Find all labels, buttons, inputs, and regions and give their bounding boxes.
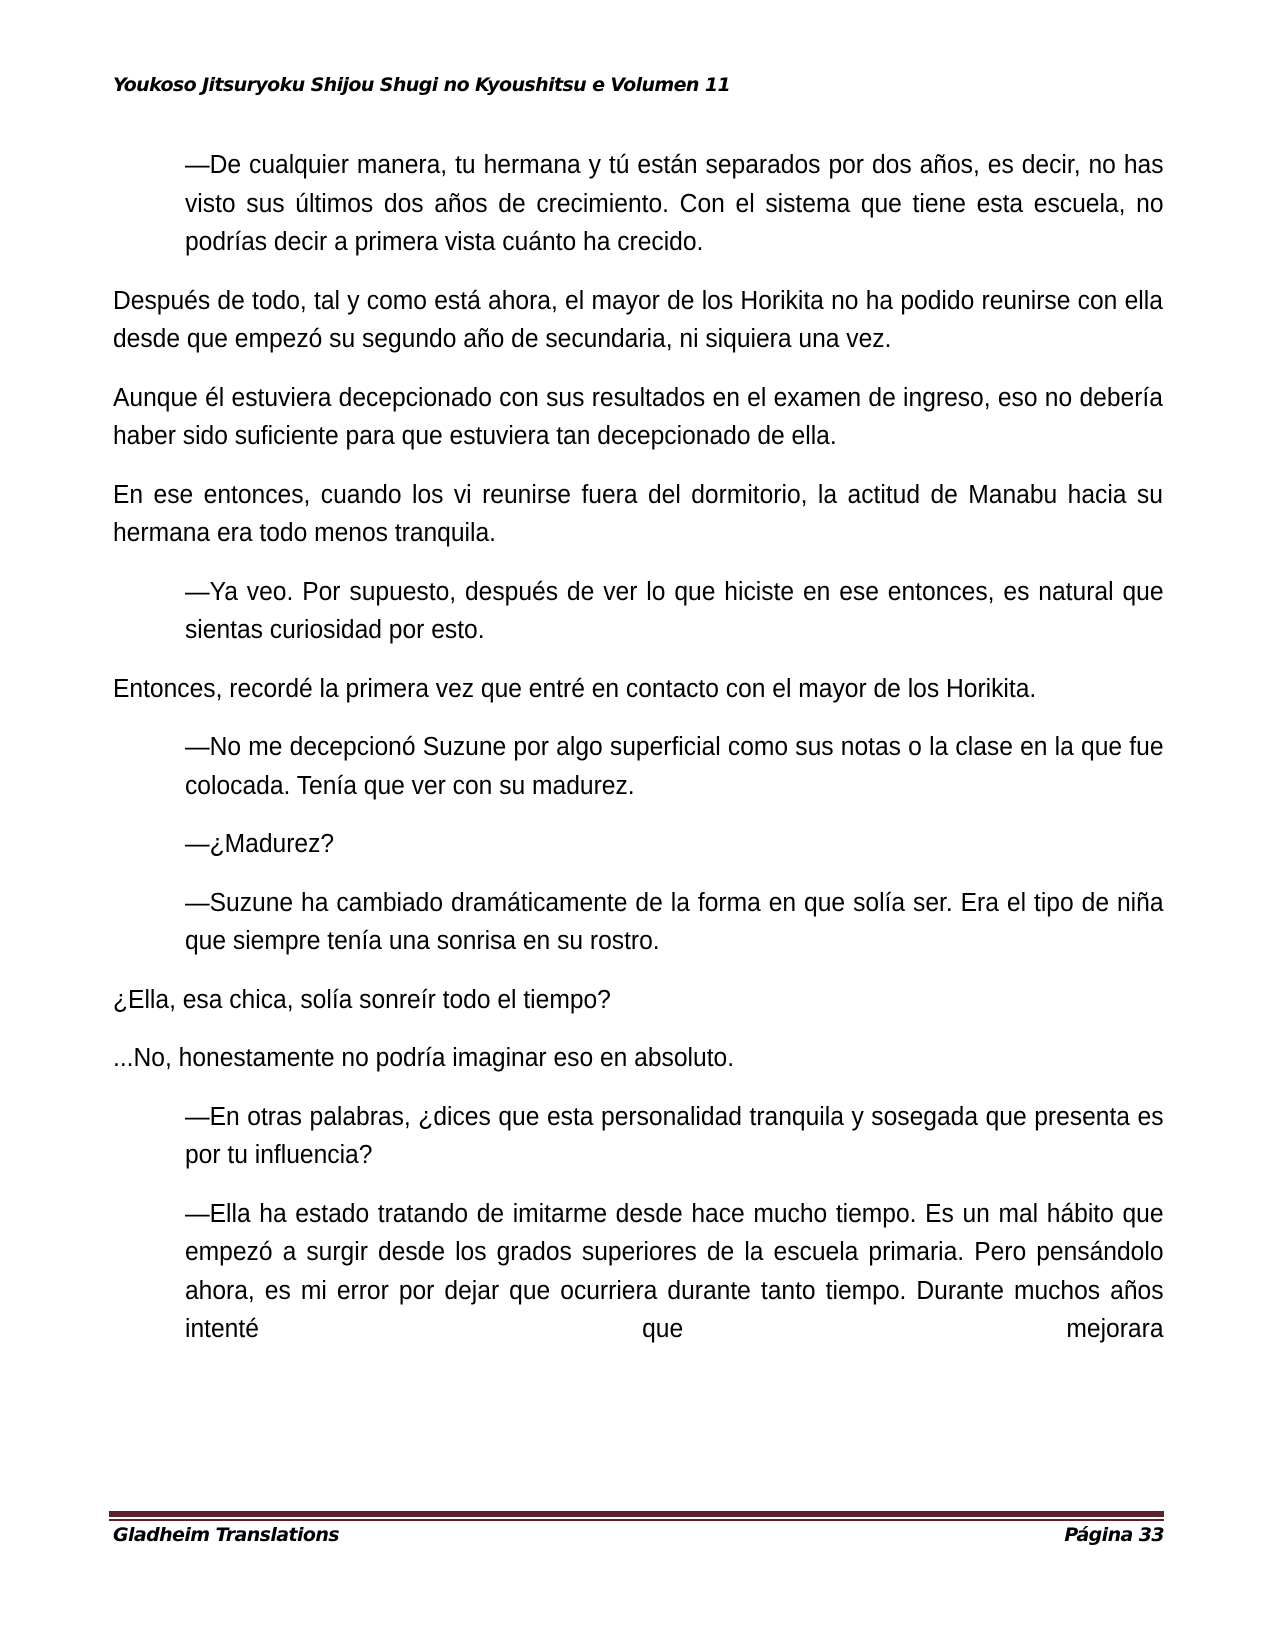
dialogue-paragraph: —No me decepcionó Suzune por algo superficial como sus notas o la clase en la que fue colocada. Tenía que ver con su madurez. — [185, 733, 1164, 800]
narration-paragraph: ...No, honestamente no podría imaginar eso en absoluto. — [113, 1044, 735, 1072]
dialogue-paragraph: —Suzune ha cambiado dramáticamente de la forma en que solía ser. Era el tipo de niña que siempre tenía una sonrisa en su rostro. — [185, 888, 1164, 955]
dialogue-paragraph: —Ella ha estado tratando de imitarme desde hace mucho tiempo. Es un mal hábito que empezó a surgir desde los grados superiores de la escuela primaria. Pero pensándolo ahora, es mi error por dejar que ocurriera durante tanto tiempo. Durante muchos años intenté que mejorara — [185, 1199, 1164, 1343]
dialogue-paragraph: —Ya veo. Por supuesto, después de ver lo que hiciste en ese entonces, es natural que sientas curiosidad por esto. — [185, 577, 1164, 644]
narration-paragraph: En ese entonces, cuando los vi reunirse fuera del dormitorio, la actitud de Manabu hacia su hermana era todo menos tranquila. — [113, 480, 1163, 547]
dialogue-paragraph: —En otras palabras, ¿dices que esta personalidad tranquila y sosegada que presenta es por tu influencia? — [185, 1102, 1164, 1169]
body-text — [113, 146, 1163, 1369]
page-header-title: Youkoso Jitsuryoku Shijou Shugi no Kyoushitsu e Volumen 11 — [113, 74, 731, 96]
narration-paragraph: ¿Ella, esa chica, solía sonreír todo el tiempo? — [113, 985, 611, 1014]
footer-divider — [109, 1511, 1164, 1521]
footer-page-number: Página 33 — [1064, 1524, 1164, 1546]
dialogue-paragraph: —De cualquier manera, tu hermana y tú están separados por dos años, es decir, no has visto sus últimos dos años de crecimiento. Con el sistema que tiene esta escuela, no podrías decir a primera vista cuánto ha crecido. — [185, 151, 1164, 256]
narration-paragraph: Entonces, recordé la primera vez que entré en contacto con el mayor de los Horikita. — [113, 674, 1037, 703]
footer-publisher: Gladheim Translations — [113, 1524, 339, 1546]
narration-paragraph: Aunque él estuviera decepcionado con sus resultados en el examen de ingreso, eso no debería haber sido suficiente para que estuviera tan decepcionado de ella. — [113, 383, 1163, 450]
footer-divider-thin — [109, 1519, 1164, 1521]
narration-paragraph: Después de todo, tal y como está ahora, el mayor de los Horikita no ha podido reunirse con ella desde que empezó su segundo año de secundaria, ni siquiera una vez. — [113, 286, 1163, 353]
dialogue-paragraph: —¿Madurez? — [185, 830, 335, 858]
